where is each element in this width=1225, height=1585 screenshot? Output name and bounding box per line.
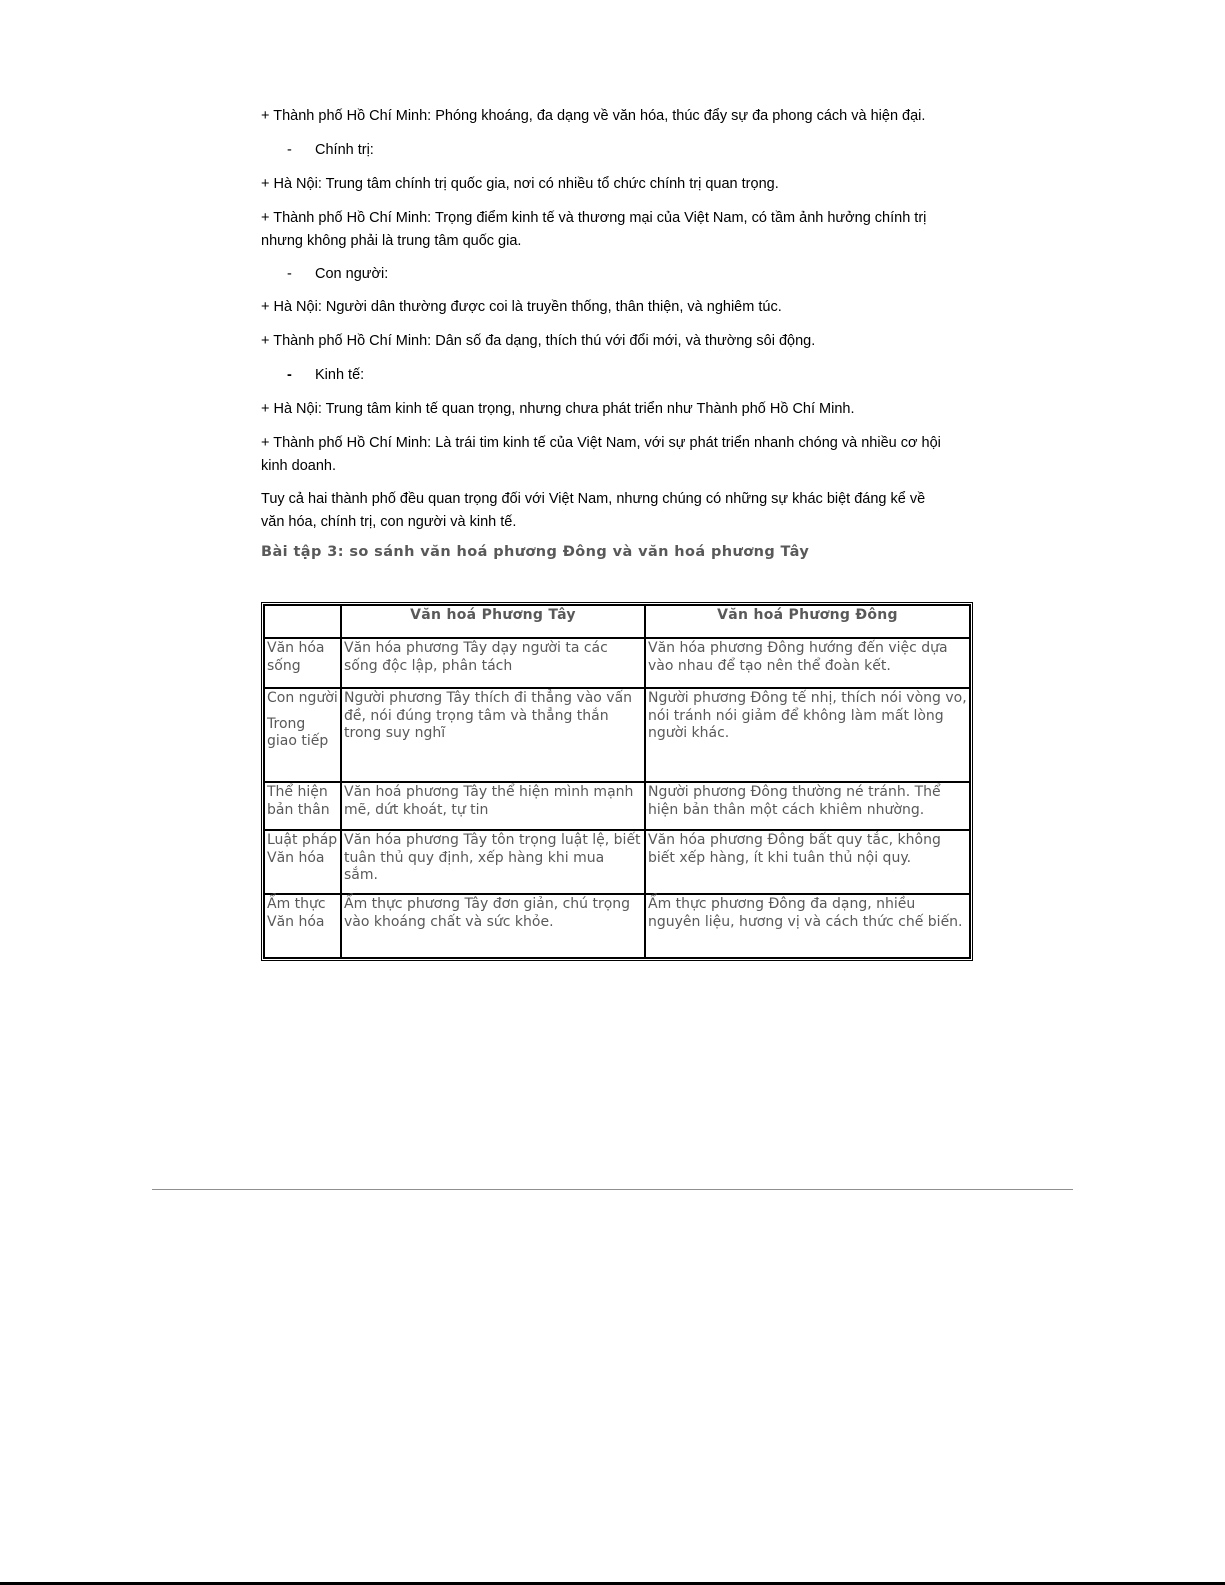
category-line: Ẩm thực [267,896,326,912]
east-cell: Văn hóa phương Đông bất quy tắc, không biết xếp hàng, ít khi tuân thủ nội quy. [645,830,970,894]
west-cell: Văn hóa phương Tây dạy người ta các sống độc lập, phân tách [341,638,645,688]
bullet-politics-label: Chính trị: [315,142,374,158]
bullet-people-label: Con người: [315,266,389,282]
east-cell: Người phương Đông thường né tránh. Thể hiện bản thân một cách khiêm nhường. [645,782,970,830]
bullet-dash: - [287,266,292,282]
table-row [264,688,970,782]
table-row [264,894,970,958]
category-line: Thể hiện [267,784,328,800]
bullet-economy-label: Kinh tế: [315,367,365,383]
header-east: Văn hoá Phương Đông [645,605,970,638]
paragraph-hcm-people: + Thành phố Hồ Chí Minh: Dân số đa dạng, thích thú với đổi mới, và thường sôi động. [261,333,816,349]
table-row [264,638,970,688]
category-line: Văn hóa [267,640,325,656]
category-line: bản thân [267,801,330,818]
paragraph-hanoi-economy: + Hà Nội: Trung tâm kinh tế quan trọng, nhưng chưa phát triển như Thành phố Hồ Chí Minh. [261,401,855,417]
paragraph-hcm-politics: + Thành phố Hồ Chí Minh: Trọng điểm kinh tế và thương mại của Việt Nam, có tầm ảnh hưởng chính trị nhưng không phải là trung tâm quốc gia. [261,210,927,249]
paragraph-hcm-economy: + Thành phố Hồ Chí Minh: Là trái tim kinh tế của Việt Nam, với sự phát triển nhanh chóng và nhiều cơ hội kinh doanh. [261,435,941,474]
table-header-row [264,605,970,638]
header-empty [264,605,341,638]
category-line: Con người [267,690,338,706]
east-cell: Ẩm thực phương Đông đa dạng, nhiều nguyên liệu, hương vị và cách thức chế biến. [645,894,970,958]
category-cell [264,894,341,958]
bullet-economy [287,364,364,386]
category-line: sống [267,657,301,674]
bullet-people [287,263,388,285]
east-cell: Văn hóa phương Đông hướng đến việc dựa vào nhau để tạo nên thể đoàn kết. [645,638,970,688]
bullet-dash: - [287,142,292,158]
category-cell [264,782,341,830]
table-row [264,830,970,894]
west-cell: Ẩm thực phương Tây đơn giản, chú trọng vào khoáng chất và sức khỏe. [341,894,645,958]
category-line: Luật pháp [267,832,338,848]
paragraph-conclusion: Tuy cả hai thành phố đều quan trọng đối với Việt Nam, nhưng chúng có những sự khác biệt đáng kể về văn hóa, chính trị, con người và kinh tế. [261,491,926,530]
west-cell: Người phương Tây thích đi thẳng vào vấn đề, nói đúng trọng tâm và thẳng thắn trong suy nghĩ [341,688,645,782]
category-cell [264,830,341,894]
paragraph-hanoi-politics: + Hà Nội: Trung tâm chính trị quốc gia, nơi có nhiều tổ chức chính trị quan trọng. [261,176,779,192]
category-line: Trong giao tiếp [267,715,329,749]
bullet-dash: - [287,367,292,383]
paragraph-hcm-culture: + Thành phố Hồ Chí Minh: Phóng khoáng, đa dạng về văn hóa, thúc đẩy sự đa phong cách và hiện đại. [261,108,926,124]
paragraph-hanoi-people: + Hà Nội: Người dân thường được coi là truyền thống, thân thiện, và nghiêm túc. [261,299,782,315]
category-cell [264,688,341,782]
comparison-table [261,602,973,961]
category-line: Văn hóa [267,913,325,930]
category-line: Văn hóa [267,849,325,866]
header-west: Văn hoá Phương Tây [341,605,645,638]
page-separator [152,1189,1073,1190]
category-cell [264,638,341,688]
west-cell: Văn hoá phương Tây thể hiện mình mạnh mẽ, dứt khoát, tự tin [341,782,645,830]
bullet-politics [287,139,374,161]
west-cell: Văn hóa phương Tây tôn trọng luật lệ, biết tuân thủ quy định, xếp hàng khi mua sắm. [341,830,645,894]
east-cell: Người phương Đông tế nhị, thích nói vòng vo, nói tránh nói giảm để không làm mất lòng người khác. [645,688,970,782]
exercise-heading: Bài tập 3: so sánh văn hoá phương Đông và văn hoá phương Tây [261,544,810,560]
table-row [264,782,970,830]
